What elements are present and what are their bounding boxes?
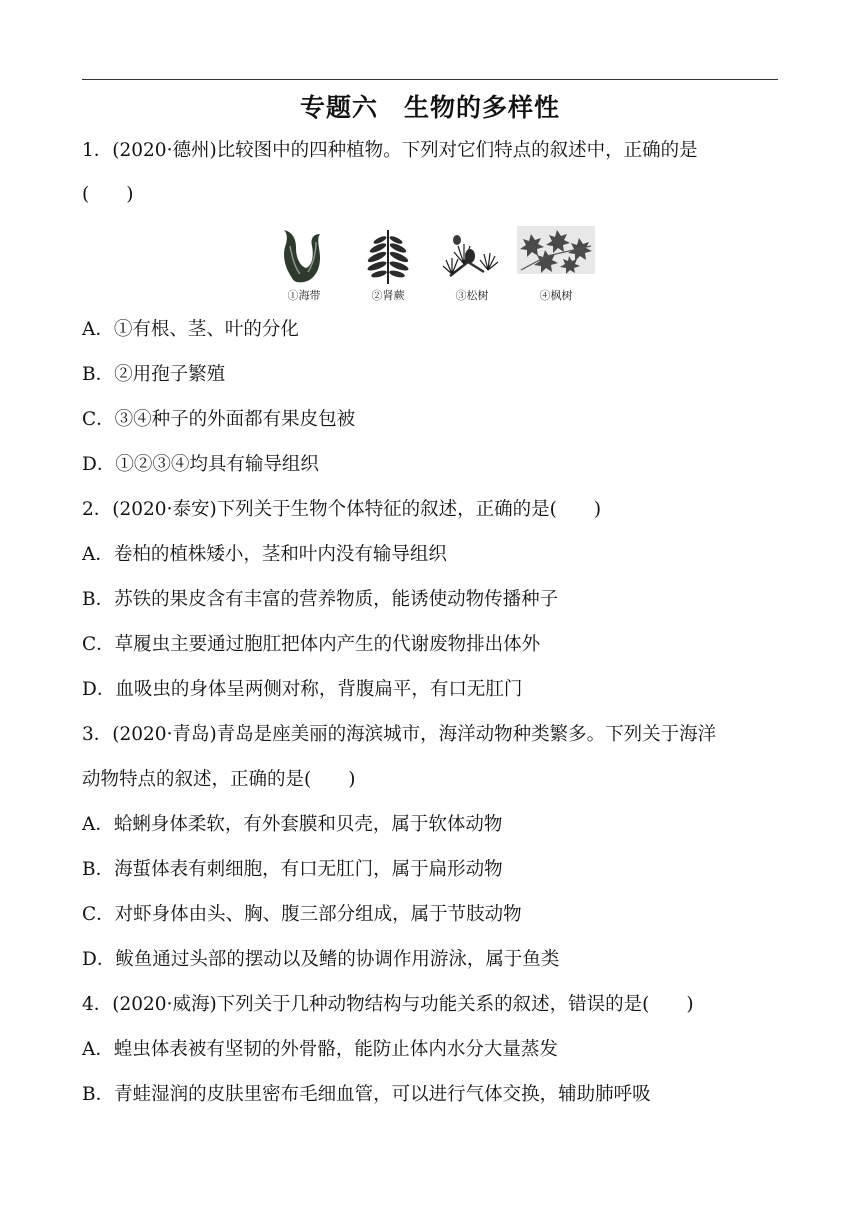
q2-option-c: C．草履虫主要通过胞肛把体内产生的代谢废物排出体外 <box>82 634 541 655</box>
q1-stem-line1: 1．(2020·德州)比较图中的四种植物。下列对它们特点的叙述中，正确的是 <box>82 140 698 161</box>
q4-option-b: B．青蛙湿润的皮肤里密布毛细血管，可以进行气体交换，辅助肺呼吸 <box>82 1084 651 1105</box>
q4-option-a: A．蝗虫体表被有坚韧的外骨骼，能防止体内水分大量蒸发 <box>82 1039 558 1060</box>
q4-stem: 4．(2020·威海)下列关于几种动物结构与功能关系的叙述，错误的是( ) <box>82 994 694 1015</box>
plant-figure <box>262 226 602 306</box>
q2-option-a: A．卷柏的植株矮小，茎和叶内没有输导组织 <box>82 544 447 565</box>
q2-stem: 2．(2020·泰安)下列关于生物个体特征的叙述，正确的是( ) <box>82 499 602 520</box>
header-rule <box>82 79 778 80</box>
page-title: 专题六 生物的多样性 <box>299 93 560 122</box>
q1-option-b: B．②用孢子繁殖 <box>82 364 226 385</box>
q3-option-d: D．鲅鱼通过头部的摆动以及鳍的协调作用游泳，属于鱼类 <box>82 949 560 970</box>
q2-option-d: D．血吸虫的身体呈两侧对称，背腹扁平，有口无肛门 <box>82 679 523 700</box>
q3-stem-line1: 3．(2020·青岛)青岛是座美丽的海滨城市，海洋动物种类繁多。下列关于海洋 <box>82 724 717 745</box>
q1-option-c: C．③④种子的外面都有果皮包被 <box>82 409 356 430</box>
caption-maple: ④枫树 <box>539 289 573 302</box>
q1-option-d: D．①②③④均具有输导组织 <box>82 454 319 475</box>
q3-option-a: A．蛤蜊身体柔软，有外套膜和贝壳，属于软体动物 <box>82 814 503 835</box>
q1-option-a: A．①有根、茎、叶的分化 <box>82 319 299 340</box>
q3-option-c: C．对虾身体由头、胸、腹三部分组成，属于节肢动物 <box>82 904 522 925</box>
caption-pine: ③松树 <box>455 289 489 302</box>
q3-option-b: B．海蜇体表有刺细胞，有口无肛门，属于扁形动物 <box>82 859 503 880</box>
q1-stem-line2: ( ) <box>82 184 134 205</box>
q3-stem-line2: 动物特点的叙述，正确的是( ) <box>82 769 356 790</box>
q2-option-b: B．苏铁的果皮含有丰富的营养物质，能诱使动物传播种子 <box>82 589 559 610</box>
caption-fern: ②肾蕨 <box>371 289 405 302</box>
caption-kelp: ①海带 <box>287 289 321 302</box>
